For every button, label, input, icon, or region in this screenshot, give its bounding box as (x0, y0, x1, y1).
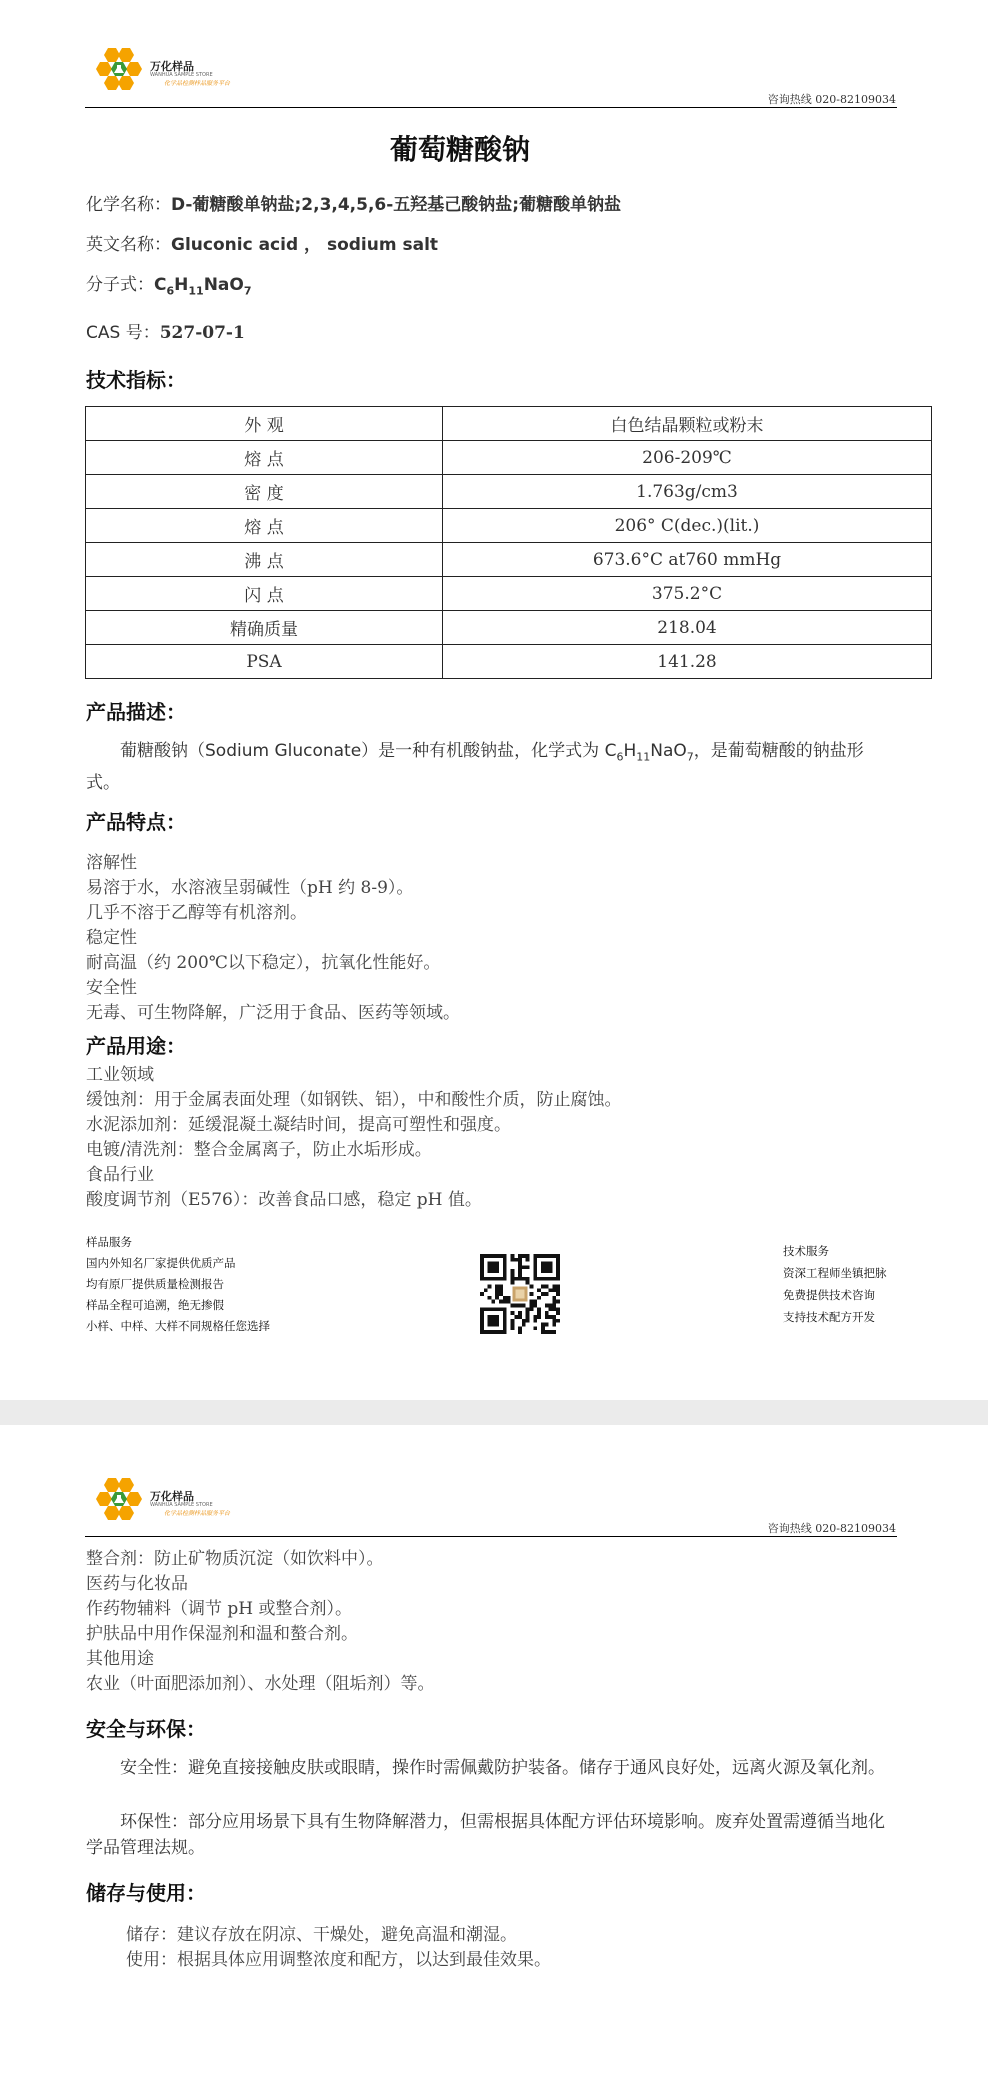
cas-value: 527-07-1 (159, 323, 245, 343)
formula-label: 分子式： (86, 275, 154, 295)
brand-logo (92, 46, 242, 100)
spec-key: 精确质量 (86, 611, 443, 645)
use-line: 水泥添加剂：延缓混凝土凝结时间，提高可塑性和强度。 (86, 1115, 511, 1135)
desc-nao: NaO (650, 741, 687, 761)
feature-line: 易溶于水，水溶液呈弱碱性（pH 约 8-9）。 (86, 878, 414, 898)
chem-name-label: 化学名称： (86, 195, 171, 215)
features-heading: 产品特点： (86, 810, 186, 834)
feature-line: 几乎不溶于乙醇等有机溶剂。 (86, 903, 307, 923)
hotline: 咨询热线 020-82109034 (767, 93, 896, 106)
storage-line: 储存：建议存放在阴凉、干燥处，避免高温和潮湿。 (126, 1925, 517, 1945)
spec-value: 673.6°C at760 mmHg (443, 543, 932, 577)
use-line: 工业领域 (86, 1065, 154, 1085)
chem-name-value: D-葡糖酸单钠盐;2,3,4,5,6-五羟基己酸钠盐;葡糖酸单钠盐 (171, 195, 622, 215)
storage-heading: 储存与使用： (86, 1881, 206, 1905)
tech-service-item: 资深工程师坐镇把脉 (783, 1266, 887, 1280)
formula-nao: NaO (203, 275, 244, 295)
spec-row (86, 543, 932, 577)
feature-line: 安全性 (86, 978, 137, 998)
spec-value: 218.04 (443, 611, 932, 645)
cas-label: CAS 号： (86, 323, 160, 343)
logo-slogan: 化学品检测样品服务平台 (164, 80, 231, 87)
desc-sub3: 7 (686, 750, 694, 764)
spec-row (86, 509, 932, 543)
tech-service-item: 免费提供技术咨询 (783, 1288, 875, 1302)
logo-name: 万化样品 (150, 1490, 194, 1503)
desc-heading: 产品描述： (86, 700, 186, 724)
formula-h: H (174, 275, 189, 295)
use-line: 整合剂：防止矿物质沉淀（如饮料中）。 (86, 1549, 384, 1569)
sample-service-block (86, 1232, 270, 1337)
hexagon-logo-icon (92, 1476, 148, 1530)
page-title: 葡萄糖酸钠 (389, 133, 530, 166)
sample-service-title: 样品服务 (86, 1235, 132, 1249)
hexagon-logo-icon (92, 46, 148, 100)
spec-key: 闪 点 (86, 577, 443, 611)
desc-sub2: 11 (636, 750, 651, 764)
qr-code[interactable] (480, 1254, 560, 1334)
use-line: 农业（叶面肥添加剂）、水处理（阻垢剂）等。 (86, 1674, 435, 1694)
header-divider (85, 1536, 897, 1537)
usage-line: 使用：根据具体应用调整浓度和配方，以达到最佳效果。 (126, 1950, 551, 1970)
feature-line: 稳定性 (86, 928, 137, 948)
use-line: 食品行业 (86, 1165, 154, 1185)
environment-paragraph: 环保性：部分应用场景下具有生物降解潜力，但需根据具体配方评估环境影响。废弃处置需遵循当地化学品管理法规。 (86, 1812, 885, 1858)
spec-value: 141.28 (443, 645, 932, 679)
sample-service-item: 样品全程可追溯，绝无掺假 (86, 1298, 224, 1312)
use-line: 护肤品中用作保湿剂和温和螯合剂。 (86, 1624, 358, 1644)
spec-key: PSA (86, 645, 443, 679)
spec-table (85, 406, 932, 679)
desc-text-pre: 葡糖酸钠（Sodium Gluconate）是一种有机酸钠盐，化学式为 C (120, 741, 617, 761)
spec-key: 密 度 (86, 475, 443, 509)
formula-c: C (154, 275, 167, 295)
spec-row (86, 475, 932, 509)
hotline: 咨询热线 020-82109034 (767, 1522, 896, 1535)
logo-name: 万化样品 (150, 60, 194, 73)
feature-line: 耐高温（约 200℃以下稳定），抗氧化性能好。 (86, 953, 441, 973)
uses-heading: 产品用途： (86, 1034, 186, 1058)
formula-o-sub: 7 (243, 284, 252, 298)
use-line: 作药物辅料（调节 pH 或整合剂）。 (86, 1599, 353, 1619)
use-line: 其他用途 (86, 1649, 154, 1669)
logo-slogan: 化学品检测样品服务平台 (164, 1510, 231, 1517)
logo-subtitle: WANHUA SAMPLE STORE (150, 1502, 213, 1508)
use-line: 酸度调节剂（E576）：改善食品口感，稳定 pH 值。 (86, 1190, 482, 1210)
tech-service-block (783, 1240, 887, 1328)
spec-row (86, 577, 932, 611)
desc-sub1: 6 (616, 750, 624, 764)
tech-service-title: 技术服务 (783, 1244, 829, 1258)
header-divider (85, 107, 897, 108)
spec-row (86, 611, 932, 645)
sample-service-item: 国内外知名厂家提供优质产品 (86, 1256, 236, 1270)
sample-service-item: 均有原厂提供质量检测报告 (86, 1277, 224, 1291)
spec-key: 沸 点 (86, 543, 443, 577)
molecular-formula (86, 270, 252, 297)
use-line: 医药与化妆品 (86, 1574, 188, 1594)
formula-c-sub: 6 (166, 284, 175, 298)
safety-paragraph: 安全性：避免直接接触皮肤或眼睛，操作时需佩戴防护装备。储存于通风良好处，远离火源及氧化剂。 (120, 1758, 885, 1778)
safety-heading: 安全与环保： (86, 1717, 206, 1741)
use-line: 电镀/清洗剂：整合金属离子，防止水垢形成。 (86, 1140, 432, 1160)
desc-text-post: ，是葡萄糖酸的钠盐形式。 (86, 741, 864, 794)
spec-value: 1.763g/cm3 (443, 475, 932, 509)
use-line: 缓蚀剂：用于金属表面处理（如钢铁、铝），中和酸性介质，防止腐蚀。 (86, 1090, 622, 1110)
chemical-name (86, 190, 621, 215)
en-name-label: 英文名称： (86, 235, 171, 255)
spec-heading: 技术指标： (86, 368, 186, 392)
english-name (86, 230, 438, 255)
en-name-value: Gluconic acid ， sodium salt (171, 235, 439, 255)
logo-subtitle: WANHUA SAMPLE STORE (150, 72, 213, 78)
feature-line: 溶解性 (86, 853, 137, 873)
spec-key: 熔 点 (86, 509, 443, 543)
desc-h: H (623, 741, 637, 761)
spec-key: 熔 点 (86, 441, 443, 475)
spec-value: 206-209℃ (443, 441, 932, 475)
spec-key: 外 观 (86, 407, 443, 441)
brand-logo (92, 1476, 242, 1530)
spec-row (86, 407, 932, 441)
sample-service-item: 小样、中样、大样不同规格任您选择 (86, 1319, 270, 1333)
cas-number (86, 318, 245, 343)
document-page-2 (0, 1425, 988, 2095)
desc-paragraph (86, 738, 894, 797)
spec-value: 206° C(dec.)(lit.) (443, 509, 932, 543)
formula-h-sub: 11 (188, 284, 204, 298)
spec-value: 白色结晶颗粒或粉末 (443, 407, 932, 441)
spec-row (86, 645, 932, 679)
spec-value: 375.2°C (443, 577, 932, 611)
feature-line: 无毒、可生物降解，广泛用于食品、医药等领域。 (86, 1003, 460, 1023)
spec-row (86, 441, 932, 475)
tech-service-item: 支持技术配方开发 (783, 1310, 875, 1324)
